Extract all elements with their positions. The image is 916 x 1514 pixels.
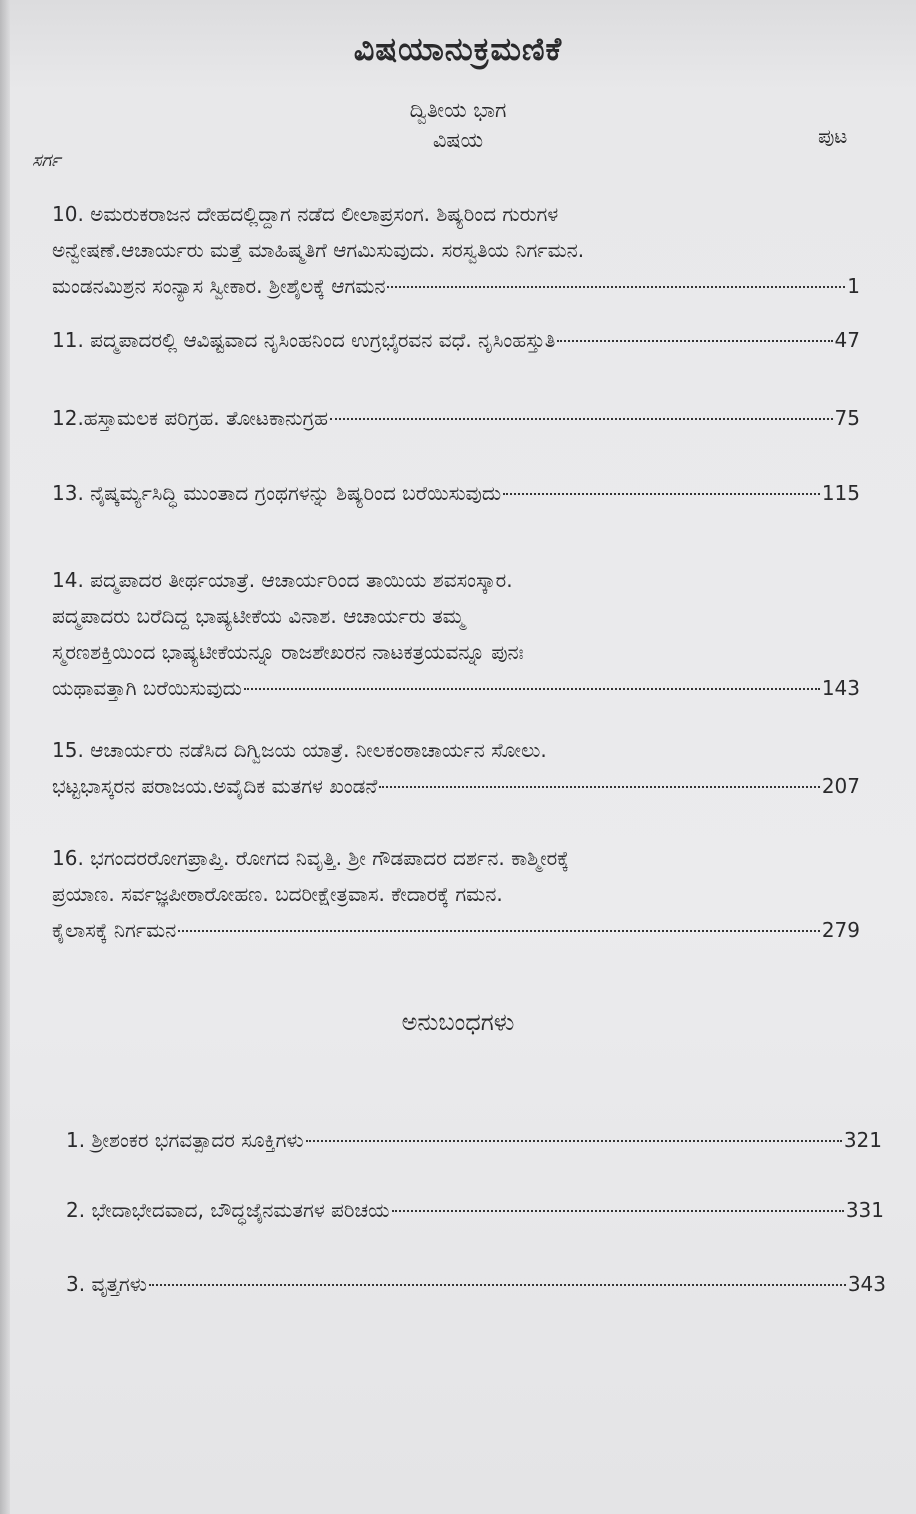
toc-entry-line: 10. ಅಮರುಕರಾಜನ ದೇಹದಲ್ಲಿದ್ದಾಗ ನಡೆದ ಲೀಲಾಪ್ರಸಂಗ. ಶಿಷ್ಯರಿಂದ ಗುರುಗಳ — [52, 202, 559, 226]
toc-entry-text: 2. ಭೇದಾಭೇದವಾದ, ಬೌದ್ಧಜೈನಮತಗಳ ಪರಿಚಯ — [66, 1198, 390, 1222]
column-header-chapter: ಸರ್ಗ — [32, 150, 61, 171]
dot-leader — [392, 1210, 844, 1212]
toc-entry-line: 14. ಪದ್ಮಪಾದರ ತೀರ್ಥಯಾತ್ರೆ. ಆಚಾರ್ಯರಿಂದ ತಾಯಿಯ ಶವಸಂಸ್ಕಾರ. — [52, 568, 513, 592]
toc-entry-line: ಪ್ರಯಾಣ. ಸರ್ವಜ್ಞಪೀಠಾರೋಹಣ. ಬದರೀಕ್ಷೇತ್ರವಾಸ. ಕೇದಾರಕ್ಕೆ ಗಮನ. — [52, 882, 503, 906]
toc-entry-line: ಪದ್ಮಪಾದರು ಬರೆದಿದ್ದ ಭಾಷ್ಯಟೀಕೆಯ ವಿನಾಶ. ಆಚಾರ್ಯರು ತಮ್ಮ — [52, 604, 465, 628]
toc-entry-text: 12.ಹಸ್ತಾಮಲಕ ಪರಿಗ್ರಹ. ತೋಟಕಾನುಗ್ರಹ — [52, 406, 329, 430]
column-header-page: ಪುಟ — [818, 124, 848, 148]
page-title: ವಿಷಯಾನುಕ್ರಮಣಿಕೆ — [353, 30, 563, 68]
toc-entry-line: 16. ಭಗಂದರರೋಗಪ್ರಾಪ್ತಿ. ರೋಗದ ನಿವೃತ್ತಿ. ಶ್ರೀ ಗೌಡಪಾದರ ದರ್ಶನ. ಕಾಶ್ಮೀರಕ್ಕೆ — [52, 846, 569, 870]
dot-leader — [306, 1140, 842, 1142]
toc-entry — [52, 562, 860, 706]
toc-entry-line: ಅನ್ವೇಷಣೆ.ಆಚಾರ್ಯರು ಮತ್ತೆ ಮಾಹಿಷ್ಮತಿಗೆ ಆಗಮಿಸುವುದು. ಸರಸ್ವತಿಯ ನಿರ್ಗಮನ. — [52, 238, 585, 262]
page-subtitle: ದ್ವಿತೀಯ ಭಾಗ — [409, 98, 507, 122]
toc-entry-last-line — [66, 1192, 884, 1228]
dot-leader — [149, 1284, 846, 1286]
dot-leader — [178, 930, 820, 932]
toc-entry-text: 11. ಪದ್ಮಪಾದರಲ್ಲಿ ಆವಿಷ್ಟವಾದ ನೃಸಿಂಹನಿಂದ ಉಗ್ರಭೈರವನ ವಧೆ. ನೃಸಿಂಹಸ್ತುತಿ — [52, 328, 556, 352]
toc-page-number: 321 — [843, 1128, 882, 1152]
toc-entry — [52, 400, 860, 436]
toc-entry — [52, 732, 860, 804]
toc-entry-last-line — [66, 1266, 886, 1302]
toc-entry-text: ಭಟ್ಟಭಾಸ್ಕರನ ಪರಾಜಯ.ಅವೈದಿಕ ಮತಗಳ ಖಂಡನೆ — [52, 774, 378, 798]
toc-entry-last-line — [66, 1122, 882, 1158]
toc-entry-text: 3. ವೃತ್ತಗಳು — [66, 1272, 147, 1296]
toc-page-number: 343 — [847, 1272, 886, 1296]
dot-leader — [244, 688, 820, 690]
toc-entry-last-line — [52, 322, 860, 358]
appendix-entry — [66, 1122, 882, 1158]
toc-entry-text: ಯಥಾವತ್ತಾಗಿ ಬರೆಯಿಸುವುದು — [52, 676, 242, 700]
toc-entry-line: 15. ಆಚಾರ್ಯರು ನಡೆಸಿದ ದಿಗ್ವಿಜಯ ಯಾತ್ರೆ. ನೀಲಕಂಠಾಚಾರ್ಯನ ಸೋಲು. — [52, 738, 547, 762]
dot-leader — [387, 286, 845, 288]
toc-entry-line: ಸ್ಮರಣಶಕ್ತಿಯಿಂದ ಭಾಷ್ಯಟೀಕೆಯನ್ನೂ ರಾಜಶೇಖರನ ನಾಟಕತ್ರಯವನ್ನೂ ಪುನಃ — [52, 640, 524, 664]
toc-entry-last-line — [52, 400, 860, 436]
dot-leader — [503, 493, 820, 495]
toc-page-number: 75 — [834, 406, 860, 430]
toc-entry-text: 1. ಶ್ರೀಶಂಕರ ಭಗವತ್ಪಾದರ ಸೂಕ್ತಿಗಳು — [66, 1128, 304, 1152]
toc-entry-last-line — [52, 475, 860, 511]
toc-entry-last-line — [52, 768, 860, 804]
toc-entry-text: 13. ನೈಷ್ಕರ್ಮ್ಯಸಿದ್ಧಿ ಮುಂತಾದ ಗ್ರಂಥಗಳನ್ನು ಶಿಷ್ಯರಿಂದ ಬರೆಯಿಸುವುದು — [52, 481, 502, 505]
dot-leader — [330, 418, 833, 420]
toc-entry — [52, 475, 860, 511]
toc-page-number: 47 — [834, 328, 860, 352]
toc-page-number: 1 — [847, 274, 860, 298]
dot-leader — [557, 340, 832, 342]
toc-entry-last-line — [52, 670, 860, 706]
toc-page-number: 331 — [845, 1198, 884, 1222]
toc-entry-text: ಮಂಡನಮಿಶ್ರನ ಸಂನ್ಯಾಸ ಸ್ವೀಕಾರ. ಶ್ರೀಶೈಲಕ್ಕೆ ಆಗಮನ — [52, 274, 386, 298]
dot-leader — [379, 786, 819, 788]
toc-entry-last-line — [52, 268, 860, 304]
page-spine-shadow — [0, 0, 10, 1514]
toc-page-number: 115 — [821, 481, 860, 505]
toc-page-number: 143 — [821, 676, 860, 700]
appendix-entry — [66, 1266, 886, 1302]
toc-entry — [52, 196, 860, 304]
appendix-heading: ಅನುಬಂಧಗಳು — [401, 1008, 515, 1036]
column-header-subject: ವಿಷಯ — [432, 128, 484, 152]
appendix-entry — [66, 1192, 884, 1228]
toc-page-number: 207 — [821, 774, 860, 798]
toc-entry-last-line — [52, 912, 860, 948]
toc-page-number: 279 — [821, 918, 860, 942]
toc-entry — [52, 840, 860, 948]
toc-entry — [52, 322, 860, 358]
toc-entry-text: ಕೈಲಾಸಕ್ಕೆ ನಿರ್ಗಮನ — [52, 918, 177, 942]
